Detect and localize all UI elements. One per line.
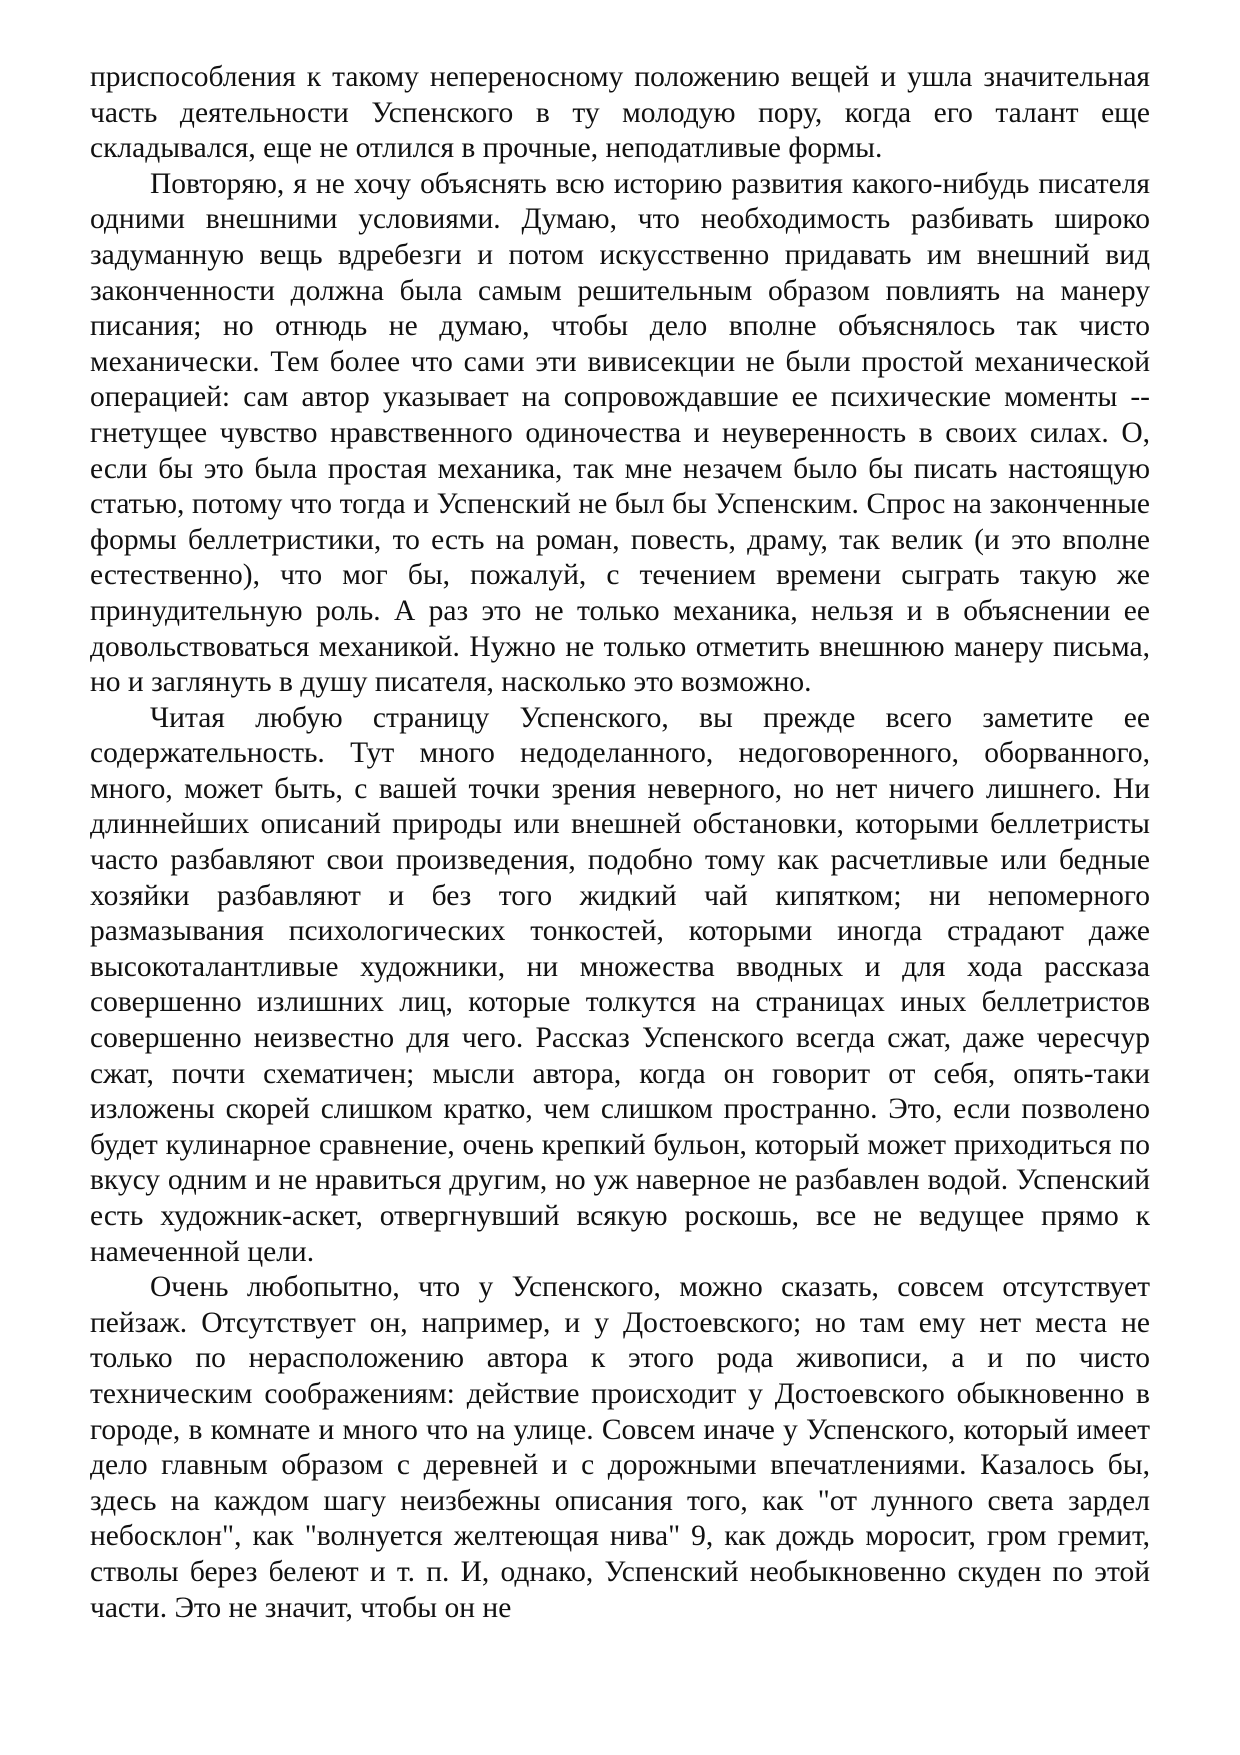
paragraph-4: Очень любопытно, что у Успенского, можно сказать, совсем отсутствует пейзаж. Отсутствует он, например, и у Достоевского; но там ему нет места не только по нерасположению автора к этого рода живописи, а и по чисто техническим соображениям: действие происходит у Достоевского обыкновенно в городе, в комнате и много что на улице. Совсем иначе у Успенского, который имеет дело главным образом с деревней и с дорожными впечатлениями. Казалось бы, здесь на каждом шагу неизбежны описания того, как "от лунного света зардел небосклон", как "волнуется желтеющая нива" 9, как дождь моросит, гром гремит, стволы берез белеют и т. п. И, однако, Успенский необыкновенно скуден по этой части. Это не значит, чтобы он не bbox=[90, 1271, 1150, 1624]
document-page bbox=[90, 60, 1150, 1626]
paragraph-2: Повторяю, я не хочу объяснять всю историю развития какого-нибудь писателя одними внешними условиями. Думаю, что необходимость разбивать широко задуманную вещь вдребезги и потом искусственно придавать им внешний вид законченности должна была самым решительным образом повлиять на манеру писания; но отнюдь не думаю, чтобы дело вполне объяснялось так чисто механически. Тем более что сами эти вивисекции не были простой механической операцией: сам автор указывает на сопровождавшие ее психические моменты -- гнетущее чувство нравственного одиночества и неуверенность в своих силах. О, если бы это была простая механика, так мне незачем было бы писать настоящую статью, потому что тогда и Успенский не был бы Успенским. Спрос на законченные формы беллетристики, то есть на роман, повесть, драму, так велик (и это вполне естественно), что мог бы, пожалуй, с течением времени сыграть такую же принудительную роль. А раз это не только механика, нельзя и в объяснении ее довольствоваться механикой. Нужно не только отметить внешнюю манеру письма, но и заглянуть в душу писателя, насколько это возможно. bbox=[90, 167, 1150, 699]
paragraph-1: приспособления к такому непереносному положению вещей и ушла значительная часть деятельности Успенского в ту молодую пору, когда его талант еще складывался, еще не отлился в прочные, неподатливые формы. bbox=[90, 61, 1150, 165]
paragraph-3: Читая любую страницу Успенского, вы прежде всего заметите ее содержательность. Тут много недоделанного, недоговоренного, оборванного, много, может быть, с вашей точки зрения неверного, но нет ничего лишнего. Ни длиннейших описаний природы или внешней обстановки, которыми беллетристы часто разбавляют свои произведения, подобно тому как расчетливые или бедные хозяйки разбавляют и без того жидкий чай кипятком; ни непомерного размазывания психологических тонкостей, которыми иногда страдают даже высокоталантливые художники, ни множества вводных и для хода рассказа совершенно излишних лиц, которые толкутся на страницах иных беллетристов совершенно неизвестно для чего. Рассказ Успенского всегда сжат, даже чересчур сжат, почти схематичен; мысли автора, когда он говорит от себя, опять-таки изложены скорей слишком кратко, чем слишком пространно. Это, если позволено будет кулинарное сравнение, очень крепкий бульон, который может приходиться по вкусу одним и не нравиться другим, но уж наверное не разбавлен водой. Успенский есть художник-аскет, отвергнувший всякую роскошь, все не ведущее прямо к намеченной цели. bbox=[90, 701, 1150, 1268]
